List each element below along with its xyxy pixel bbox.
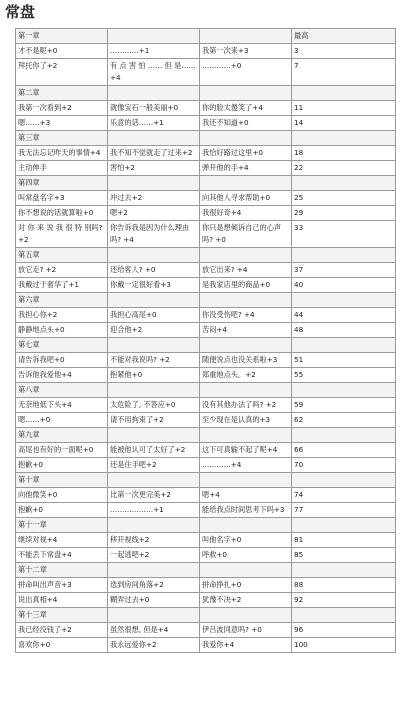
choice-option: 主动伸手 — [16, 161, 108, 176]
choice-option: 拼命挣扎+0 — [200, 578, 292, 593]
choice-option: 乐意的话……+1 — [108, 116, 200, 131]
empty-cell — [200, 428, 292, 443]
chapter-row — [16, 176, 396, 191]
choice-option: 对 你 来 说 我 很 特 别吗? +2 — [16, 221, 108, 248]
choice-option: 抱歉+0 — [16, 503, 108, 518]
choice-option: 你戴一定很好看+3 — [108, 278, 200, 293]
choice-option: 还是住手吧+2 — [108, 458, 200, 473]
empty-cell — [292, 518, 396, 533]
choice-option: 你的脸太傻笑了+4 — [200, 101, 292, 116]
choice-option: 我不知不觉就走了过来+2 — [108, 146, 200, 161]
empty-cell — [200, 29, 292, 44]
cumulative-score: 11 — [292, 101, 396, 116]
cumulative-score: 88 — [292, 578, 396, 593]
chapter-row — [16, 608, 396, 623]
cumulative-score: 55 — [292, 368, 396, 383]
cumulative-score: 14 — [292, 116, 396, 131]
cumulative-score: 22 — [292, 161, 396, 176]
cumulative-score: 77 — [292, 503, 396, 518]
empty-cell — [108, 131, 200, 146]
chapter-row — [16, 29, 396, 44]
empty-cell — [200, 86, 292, 101]
empty-cell — [292, 338, 396, 353]
choice-option: 叫他名字+0 — [200, 533, 292, 548]
choice-row — [16, 623, 396, 638]
choice-option: 不能对我说吗? +2 — [108, 353, 200, 368]
cumulative-score: 81 — [292, 533, 396, 548]
choice-option: 抱歉+0 — [16, 458, 108, 473]
chapter-row — [16, 86, 396, 101]
choice-row — [16, 638, 396, 653]
choice-row — [16, 161, 396, 176]
empty-cell — [200, 518, 292, 533]
empty-cell — [108, 86, 200, 101]
empty-cell — [200, 176, 292, 191]
cumulative-score: 59 — [292, 398, 396, 413]
empty-cell — [200, 563, 292, 578]
chapter-label: 第六章 — [16, 293, 108, 308]
empty-cell — [108, 473, 200, 488]
empty-cell — [292, 248, 396, 263]
choices-table — [15, 28, 396, 653]
choice-row — [16, 146, 396, 161]
choice-option: 抱紧他+0 — [108, 368, 200, 383]
chapter-label: 第三章 — [16, 131, 108, 146]
choice-row — [16, 44, 396, 59]
empty-cell — [108, 176, 200, 191]
chapter-label: 第七章 — [16, 338, 108, 353]
choice-row — [16, 413, 396, 428]
choice-row — [16, 458, 396, 473]
empty-cell — [108, 293, 200, 308]
choice-option: 告诉他我爱他+4 — [16, 368, 108, 383]
choice-option: 我恰好路过这里+0 — [200, 146, 292, 161]
choice-option: 一起逃吧+2 — [108, 548, 200, 563]
choice-row — [16, 191, 396, 206]
cumulative-score: 29 — [292, 206, 396, 221]
choice-option: 虽然很想, 但是+4 — [108, 623, 200, 638]
choice-option: 叫常盘名字+3 — [16, 191, 108, 206]
cumulative-score: 51 — [292, 353, 396, 368]
chapter-label: 第九章 — [16, 428, 108, 443]
choice-option: 我担心你+2 — [16, 308, 108, 323]
choice-option: 说出真相+4 — [16, 593, 108, 608]
choice-row — [16, 59, 396, 86]
empty-cell — [200, 473, 292, 488]
cumulative-score: 25 — [292, 191, 396, 206]
choice-row — [16, 308, 396, 323]
empty-cell — [108, 383, 200, 398]
choice-option: 请告诉我吧+0 — [16, 353, 108, 368]
empty-cell — [292, 176, 396, 191]
chapter-row — [16, 293, 396, 308]
cumulative-score: 3 — [292, 44, 396, 59]
empty-cell — [200, 248, 292, 263]
empty-cell — [108, 29, 200, 44]
cumulative-score: 96 — [292, 623, 396, 638]
choice-row — [16, 278, 396, 293]
choice-option: 冲过去+2 — [108, 191, 200, 206]
choice-option: 苦闷+4 — [200, 323, 292, 338]
chapter-row — [16, 338, 396, 353]
choice-option: ………………+1 — [108, 503, 200, 518]
choice-option: 你不想说的话就算啦+0 — [16, 206, 108, 221]
choice-row — [16, 263, 396, 278]
empty-cell — [108, 563, 200, 578]
empty-cell — [292, 428, 396, 443]
chapter-row — [16, 383, 396, 398]
choice-row — [16, 488, 396, 503]
chapter-row — [16, 428, 396, 443]
empty-cell — [200, 383, 292, 398]
choice-option: 我担心高尾+0 — [108, 308, 200, 323]
choice-option: 请不用拘束了+2 — [108, 413, 200, 428]
choice-row — [16, 323, 396, 338]
empty-cell — [108, 248, 200, 263]
max-score-header: 最高 — [292, 29, 396, 44]
empty-cell — [200, 293, 292, 308]
chapter-row — [16, 563, 396, 578]
chapter-label: 第四章 — [16, 176, 108, 191]
cumulative-score: 18 — [292, 146, 396, 161]
choice-option: 向他微笑+0 — [16, 488, 108, 503]
choice-option: 迎合他+2 — [108, 323, 200, 338]
choice-row — [16, 221, 396, 248]
chapter-label: 第十二章 — [16, 563, 108, 578]
empty-cell — [200, 608, 292, 623]
choice-option: 继续对视+4 — [16, 533, 108, 548]
choice-row — [16, 503, 396, 518]
choice-option: 拜托你了+2 — [16, 59, 108, 86]
choice-option: 太危险了, 不答应+0 — [108, 398, 200, 413]
empty-cell — [200, 338, 292, 353]
choice-option: 我很好奇+4 — [200, 206, 292, 221]
choice-option: 我爱你+4 — [200, 638, 292, 653]
choice-option: 是我家店里的商品+0 — [200, 278, 292, 293]
choice-option: 你没受伤吧? +4 — [200, 308, 292, 323]
empty-cell — [292, 473, 396, 488]
choice-row — [16, 368, 396, 383]
choice-option: 没有其他办法了吗? +2 — [200, 398, 292, 413]
choices-table-body — [16, 29, 396, 653]
empty-cell — [108, 428, 200, 443]
cumulative-score: 48 — [292, 323, 396, 338]
choice-option: 嗯+4 — [200, 488, 292, 503]
chapter-label: 第八章 — [16, 383, 108, 398]
empty-cell — [200, 131, 292, 146]
choice-option: …………+0 — [200, 59, 292, 86]
choice-option: 我还不知道+0 — [200, 116, 292, 131]
choice-option: 你告诉我是因为什么理由吗? +4 — [108, 221, 200, 248]
empty-cell — [292, 86, 396, 101]
choice-option: 你只是想倾诉自己的心声吗? +0 — [200, 221, 292, 248]
choice-option: 还给客人? +0 — [108, 263, 200, 278]
cumulative-score: 92 — [292, 593, 396, 608]
cumulative-score: 85 — [292, 548, 396, 563]
choice-option: 糊弄过去+0 — [108, 593, 200, 608]
empty-cell — [108, 608, 200, 623]
choice-option: 嗯……+3 — [16, 116, 108, 131]
choice-option: 呼救+0 — [200, 548, 292, 563]
empty-cell — [292, 383, 396, 398]
chapter-label: 第二章 — [16, 86, 108, 101]
empty-cell — [292, 131, 396, 146]
choice-option: 害怕+2 — [108, 161, 200, 176]
chapter-label: 第十一章 — [16, 518, 108, 533]
chapter-label: 第一章 — [16, 29, 108, 44]
choice-row — [16, 593, 396, 608]
choice-option: 放它走? +2 — [16, 263, 108, 278]
cumulative-score: 100 — [292, 638, 396, 653]
choice-option: 我第一次来+3 — [200, 44, 292, 59]
cumulative-score: 70 — [292, 458, 396, 473]
chapter-row — [16, 518, 396, 533]
choice-option: …………+4 — [200, 458, 292, 473]
choice-row — [16, 548, 396, 563]
choice-row — [16, 206, 396, 221]
cumulative-score: 7 — [292, 59, 396, 86]
choice-option: 我无法忘记昨天的事情+4 — [16, 146, 108, 161]
choice-option: 嗯+2 — [108, 206, 200, 221]
choice-option: 我永远爱你+2 — [108, 638, 200, 653]
choice-row — [16, 398, 396, 413]
choice-option: 我戴过于奢华了+1 — [16, 278, 108, 293]
choice-option: 随便说点也没关系啦+3 — [200, 353, 292, 368]
choice-row — [16, 116, 396, 131]
choice-option: 放它出来? +4 — [200, 263, 292, 278]
choice-option: 拼命叫出声音+3 — [16, 578, 108, 593]
cumulative-score: 62 — [292, 413, 396, 428]
chapter-label: 第五章 — [16, 248, 108, 263]
choice-option: 向其他人寻求帮助+0 — [200, 191, 292, 206]
choice-option: 选到房间角落+2 — [108, 578, 200, 593]
choice-row — [16, 578, 396, 593]
choice-option: 无奈地低下头+4 — [16, 398, 108, 413]
choice-option: 伊吕波同意吗? +0 — [200, 623, 292, 638]
choice-option: 就像宝石一般美丽+0 — [108, 101, 200, 116]
choice-option: 比第一次更完美+2 — [108, 488, 200, 503]
chapter-label: 第十章 — [16, 473, 108, 488]
choice-row — [16, 533, 396, 548]
cumulative-score: 37 — [292, 263, 396, 278]
empty-cell — [108, 338, 200, 353]
choice-option: 不能丢下常盘+4 — [16, 548, 108, 563]
empty-cell — [108, 518, 200, 533]
empty-cell — [292, 293, 396, 308]
choice-option: 能被他认可了太好了+2 — [108, 443, 200, 458]
choice-option: 嗯……+0 — [16, 413, 108, 428]
cumulative-score: 33 — [292, 221, 396, 248]
empty-cell — [292, 608, 396, 623]
choice-option: 这下可真输不起了呢+4 — [200, 443, 292, 458]
choice-option: 高尾也有好的一面呢+0 — [16, 443, 108, 458]
choice-option: 我第一次看到+2 — [16, 101, 108, 116]
choice-option: 移开视线+2 — [108, 533, 200, 548]
choice-row — [16, 443, 396, 458]
choice-option: 能给我点时间思考下吗+3 — [200, 503, 292, 518]
chapter-label: 第十三章 — [16, 608, 108, 623]
cumulative-score: 44 — [292, 308, 396, 323]
page-title: 常盘 — [5, 3, 36, 21]
choice-option: 至少现在是认真的+3 — [200, 413, 292, 428]
cumulative-score: 74 — [292, 488, 396, 503]
choice-row — [16, 353, 396, 368]
choice-option: 喜欢你+0 — [16, 638, 108, 653]
choice-row — [16, 101, 396, 116]
chapter-row — [16, 248, 396, 263]
empty-cell — [292, 563, 396, 578]
choice-option: 郑重地点头。+2 — [200, 368, 292, 383]
choice-option: 弹开他的手+4 — [200, 161, 292, 176]
chapter-row — [16, 473, 396, 488]
choice-option: …………+1 — [108, 44, 200, 59]
cumulative-score: 40 — [292, 278, 396, 293]
choice-option: 我已经没钱了+2 — [16, 623, 108, 638]
chapter-row — [16, 131, 396, 146]
choice-option: 犹豫不决+2 — [200, 593, 292, 608]
choice-option: 有 点 害 怕 …… 但 是……+4 — [108, 59, 200, 86]
choice-option: 静静地点头+0 — [16, 323, 108, 338]
cumulative-score: 66 — [292, 443, 396, 458]
choice-option: 才不是呢+0 — [16, 44, 108, 59]
